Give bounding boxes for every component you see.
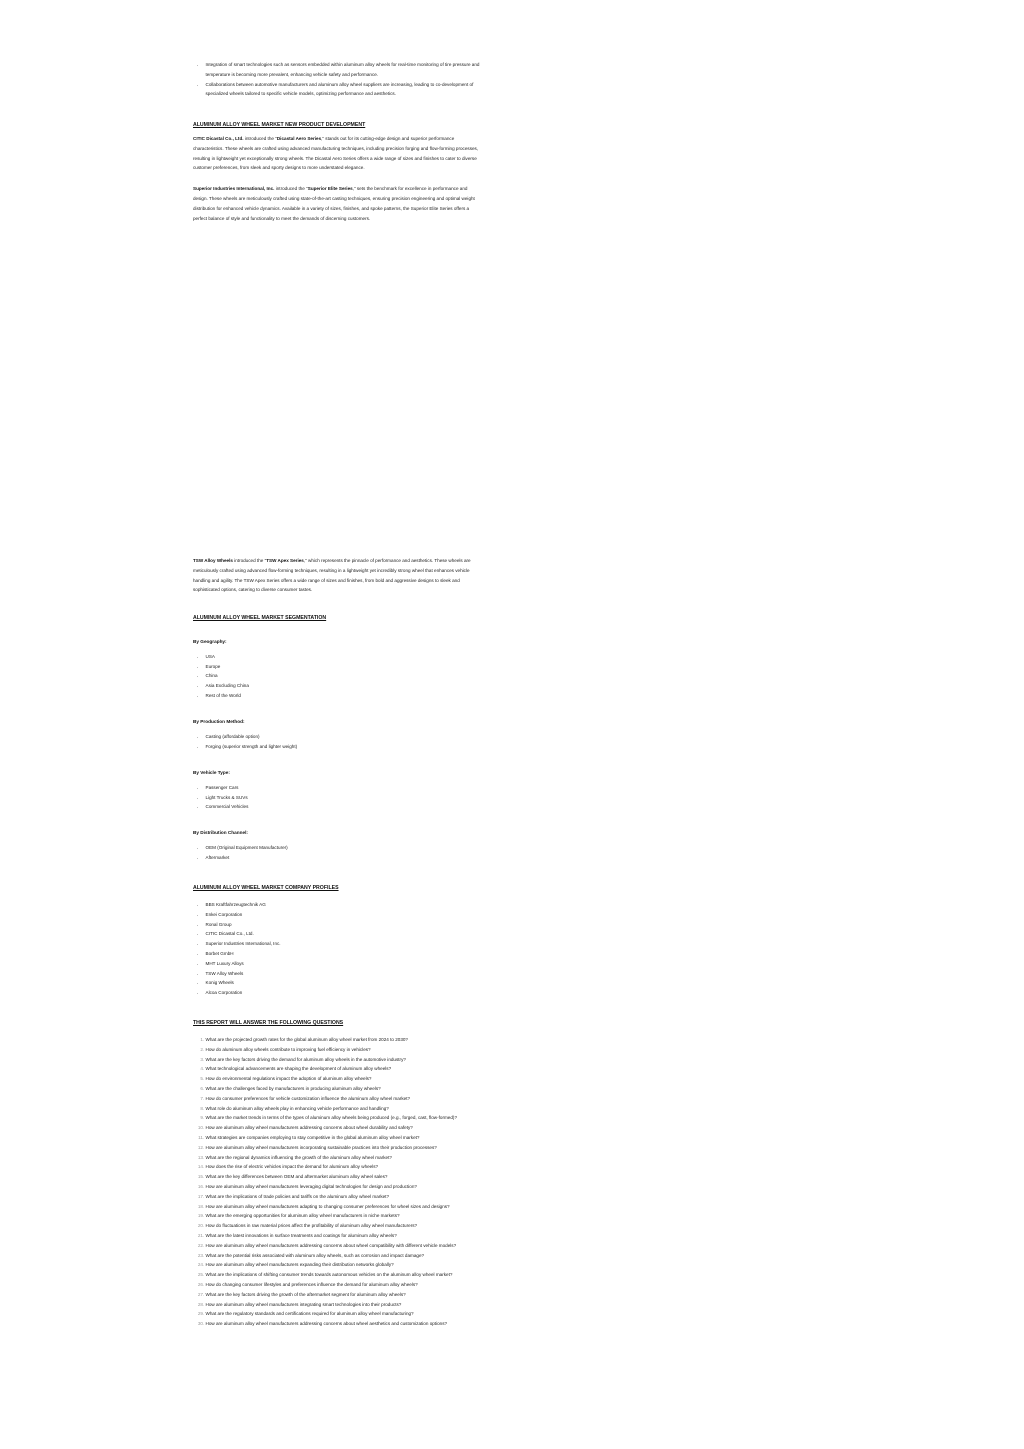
section-heading-profiles: ALUMINUM ALLOY WHEEL MARKET COMPANY PROFILES xyxy=(193,885,339,891)
intro-bullet-list xyxy=(193,60,483,99)
list-item: 10. How are aluminum alloy wheel manufacturers addressing concerns about wheel durability and safety? xyxy=(206,1123,484,1133)
segment-list xyxy=(193,783,483,812)
list-item: • Asia Excluding China xyxy=(206,681,484,691)
list-item: • Integration of smart technologies such as sensors embedded within aluminum alloy wheels for real-time monitoring of tire pressure and temperature is becoming more prevalent, enhancing vehicle safety and performance. xyxy=(206,60,484,80)
product-paragraph-superior xyxy=(193,184,483,223)
list-item: 2. How do aluminum alloy wheels contribute to improving fuel efficiency in vehicles? xyxy=(206,1045,484,1055)
series-name: TSW Apex Series xyxy=(266,558,304,563)
list-item: • TSW Alloy Wheels xyxy=(206,969,484,979)
list-item: 11. What strategies are companies employing to stay competitive in the global aluminum alloy wheel market? xyxy=(206,1133,484,1143)
company-name: CITIC Dicastal Co., Ltd. xyxy=(193,136,244,141)
segment-title: By Production Method: xyxy=(193,719,245,724)
list-item: 15. What are the key differences between OEM and aftermarket aluminum alloy wheel sales? xyxy=(206,1172,484,1182)
list-item: 9. What are the market trends in terms of the types of aluminum alloy wheels being produced (e.g., forged, cast, flow-formed)? xyxy=(206,1113,484,1123)
list-item: • Rest of the World xyxy=(206,691,484,701)
product-paragraph-tsw xyxy=(193,556,483,595)
list-item: 23. What are the potential risks associated with aluminum alloy wheels, such as corrosion and impact damage? xyxy=(206,1251,484,1261)
list-item: 6. What are the challenges faced by manufacturers in producing aluminum alloy wheels? xyxy=(206,1084,484,1094)
list-item: 26. How do changing consumer lifestyles and preferences influence the demand for aluminum alloy wheels? xyxy=(206,1280,484,1290)
list-item: • Passenger Cars xyxy=(206,783,484,793)
list-item: 18. How are aluminum alloy wheel manufacturers adapting to changing consumer preferences for wheel sizes and designs? xyxy=(206,1202,484,1212)
paragraph-text: introduced the " xyxy=(274,186,308,192)
segment-list xyxy=(193,652,483,701)
list-item: • BBS Kraftfahrzeugtechnik AG xyxy=(206,900,484,910)
segment-title: By Distribution Channel: xyxy=(193,830,248,835)
list-item: 27. What are the key factors driving the growth of the aftermarket segment for aluminum alloy wheels? xyxy=(206,1290,484,1300)
list-item: 30. How are aluminum alloy wheel manufacturers addressing concerns about wheel aesthetics and customization options? xyxy=(206,1319,484,1329)
segment-production-method xyxy=(193,717,483,751)
list-item: 25. What are the implications of shifting consumer trends towards autonomous vehicles on the aluminum alloy wheel market? xyxy=(206,1270,484,1280)
list-item: 1. What are the projected growth rates for the global aluminum alloy wheel market from 2024 to 2030? xyxy=(206,1035,484,1045)
list-item: 17. What are the implications of trade policies and tariffs on the aluminum alloy wheel market? xyxy=(206,1192,484,1202)
questions-list xyxy=(193,1035,483,1329)
paragraph-text: ," stands out for its cutting-edge design and superior performance characteristics. These wheels are crafted using advanced manufacturing techniques, including precision forging and flow-forming processes, resulting in lightweight yet exceptionally strong wheels. The Dicastal Aero Series offers a wide range of sizes and finishes to cater to diverse customer preferences, from sleek and sporty designs to more understated elegance. xyxy=(193,136,479,171)
list-item: 29. What are the regulatory standards and certifications required for aluminum alloy wheel manufacturing? xyxy=(206,1309,484,1319)
series-name: Dicastal Aero Series xyxy=(276,136,322,141)
list-item: 14. How does the rise of electric vehicles impact the demand for aluminum alloy wheels? xyxy=(206,1162,484,1172)
segment-distribution-channel xyxy=(193,828,483,862)
list-item: 13. What are the regional dynamics influencing the growth of the aluminum alloy wheel market? xyxy=(206,1153,484,1163)
list-item: • Enkei Corporation xyxy=(206,910,484,920)
list-item: • Light Trucks & SUVs xyxy=(206,793,484,803)
list-item: 24. How are aluminum alloy wheel manufacturers expanding their distribution networks globally? xyxy=(206,1260,484,1270)
list-item: 8. What role do aluminum alloy wheels play in enhancing vehicle performance and handling? xyxy=(206,1104,484,1114)
list-item: • CITIC Dicastal Co., Ltd. xyxy=(206,929,484,939)
list-item: 16. How are aluminum alloy wheel manufacturers leveraging digital technologies for design and production? xyxy=(206,1182,484,1192)
list-item: • Commercial Vehicles xyxy=(206,802,484,812)
list-item: 5. How do environmental regulations impact the adoption of aluminum alloy wheels? xyxy=(206,1074,484,1084)
list-item: 20. How do fluctuations in raw material prices affect the profitability of aluminum alloy wheel manufacturers? xyxy=(206,1221,484,1231)
paragraph-text: introduced the " xyxy=(232,558,267,563)
segmentation-heading-block xyxy=(193,614,483,622)
series-name: Superior Elite Series xyxy=(307,186,353,192)
company-name: Superior Industries International, Inc. xyxy=(193,186,275,192)
company-name: TSW Alloy Wheels xyxy=(193,558,233,563)
list-item: 4. What technological advancements are shaping the development of aluminum alloy wheels? xyxy=(206,1064,484,1074)
new-product-section xyxy=(193,121,483,223)
segment-list xyxy=(193,843,483,863)
section-heading-questions: THIS REPORT WILL ANSWER THE FOLLOWING QUESTIONS xyxy=(193,1020,344,1026)
segment-title: By Vehicle Type: xyxy=(193,770,230,775)
list-item: • Konig Wheels xyxy=(206,978,484,988)
list-item: • Collaborations between automotive manufacturers and aluminum alloy wheel suppliers are increasing, leading to co-development of specialized wheels tailored to specific vehicle models, optimizing performance and aesthetics. xyxy=(206,80,484,100)
list-item: 12. How are aluminum alloy wheel manufacturers incorporating sustainable practices into their production processes? xyxy=(206,1143,484,1153)
profiles-section xyxy=(193,884,483,998)
list-item: 19. What are the emerging opportunities for aluminum alloy wheel manufacturers in niche markets? xyxy=(206,1211,484,1221)
list-item: • Forging (superior strength and lighter weight) xyxy=(206,742,484,752)
list-item: • MHT Luxury Alloys xyxy=(206,959,484,969)
segment-vehicle-type xyxy=(193,768,483,812)
paragraph-text: ," which represents the pinnacle of performance and aesthetics. These wheels are meticulously crafted using advanced flow-forming techniques, resulting in a lightweight yet incredibly strong wheel that enhances vehicle handling and agility. The TSW Apex Series offers a wide range of sizes and finishes, from bold and aggressive designs to sleek and sophisticated options, catering to diverse consumer tastes. xyxy=(193,558,471,593)
segment-list xyxy=(193,732,483,752)
list-item: • Europe xyxy=(206,662,484,672)
list-item: • Superior Industries International, Inc. xyxy=(206,939,484,949)
paragraph-text: ," sets the benchmark for excellence in performance and design. These wheels are meticulously crafted using state-of-the-art casting techniques, ensuring precision engineering and optimal weight distribution for enhanced vehicle dynamics. Available in a variety of sizes, finishes, and spoke patterns, the Superior Elite Series offers a perfect balance of style and functionality to meet the demands of discerning customers. xyxy=(193,186,475,221)
list-item: 3. What are the key factors driving the demand for aluminum alloy wheels in the automotive industry? xyxy=(206,1055,484,1065)
list-item: • Alcoa Corporation xyxy=(206,988,484,998)
list-item: • USA xyxy=(206,652,484,662)
list-item: 7. How do consumer preferences for vehicle customization influence the aluminum alloy wheel market? xyxy=(206,1094,484,1104)
list-item: 21. What are the latest innovations in surface treatments and coatings for aluminum alloy wheels? xyxy=(206,1231,484,1241)
list-item: 28. How are aluminum alloy wheel manufacturers integrating smart technologies into their products? xyxy=(206,1300,484,1310)
product-paragraph-tsw-block xyxy=(193,556,483,595)
list-item: • Borbet GmbH xyxy=(206,949,484,959)
list-item: • OEM (Original Equipment Manufacturer) xyxy=(206,843,484,853)
list-item: • China xyxy=(206,671,484,681)
segment-geography xyxy=(193,637,483,701)
paragraph-text: introduced the " xyxy=(243,136,277,141)
questions-section xyxy=(193,1019,483,1329)
section-heading-new-product: ALUMINUM ALLOY WHEEL MARKET NEW PRODUCT DEVELOPMENT xyxy=(193,122,366,128)
list-item: • Ronal Group xyxy=(206,920,484,930)
segment-title: By Geography: xyxy=(193,639,227,644)
section-heading-segmentation: ALUMINUM ALLOY WHEEL MARKET SEGMENTATION xyxy=(193,615,327,621)
intro-section xyxy=(193,60,483,99)
product-paragraph-dicastal xyxy=(193,134,483,173)
list-item: • Casting (affordable option) xyxy=(206,732,484,742)
list-item: 22. How are aluminum alloy wheel manufacturers addressing concerns about wheel compatibility with different vehicle models? xyxy=(206,1241,484,1251)
profiles-list xyxy=(193,900,483,998)
list-item: • Aftermarket xyxy=(206,853,484,863)
